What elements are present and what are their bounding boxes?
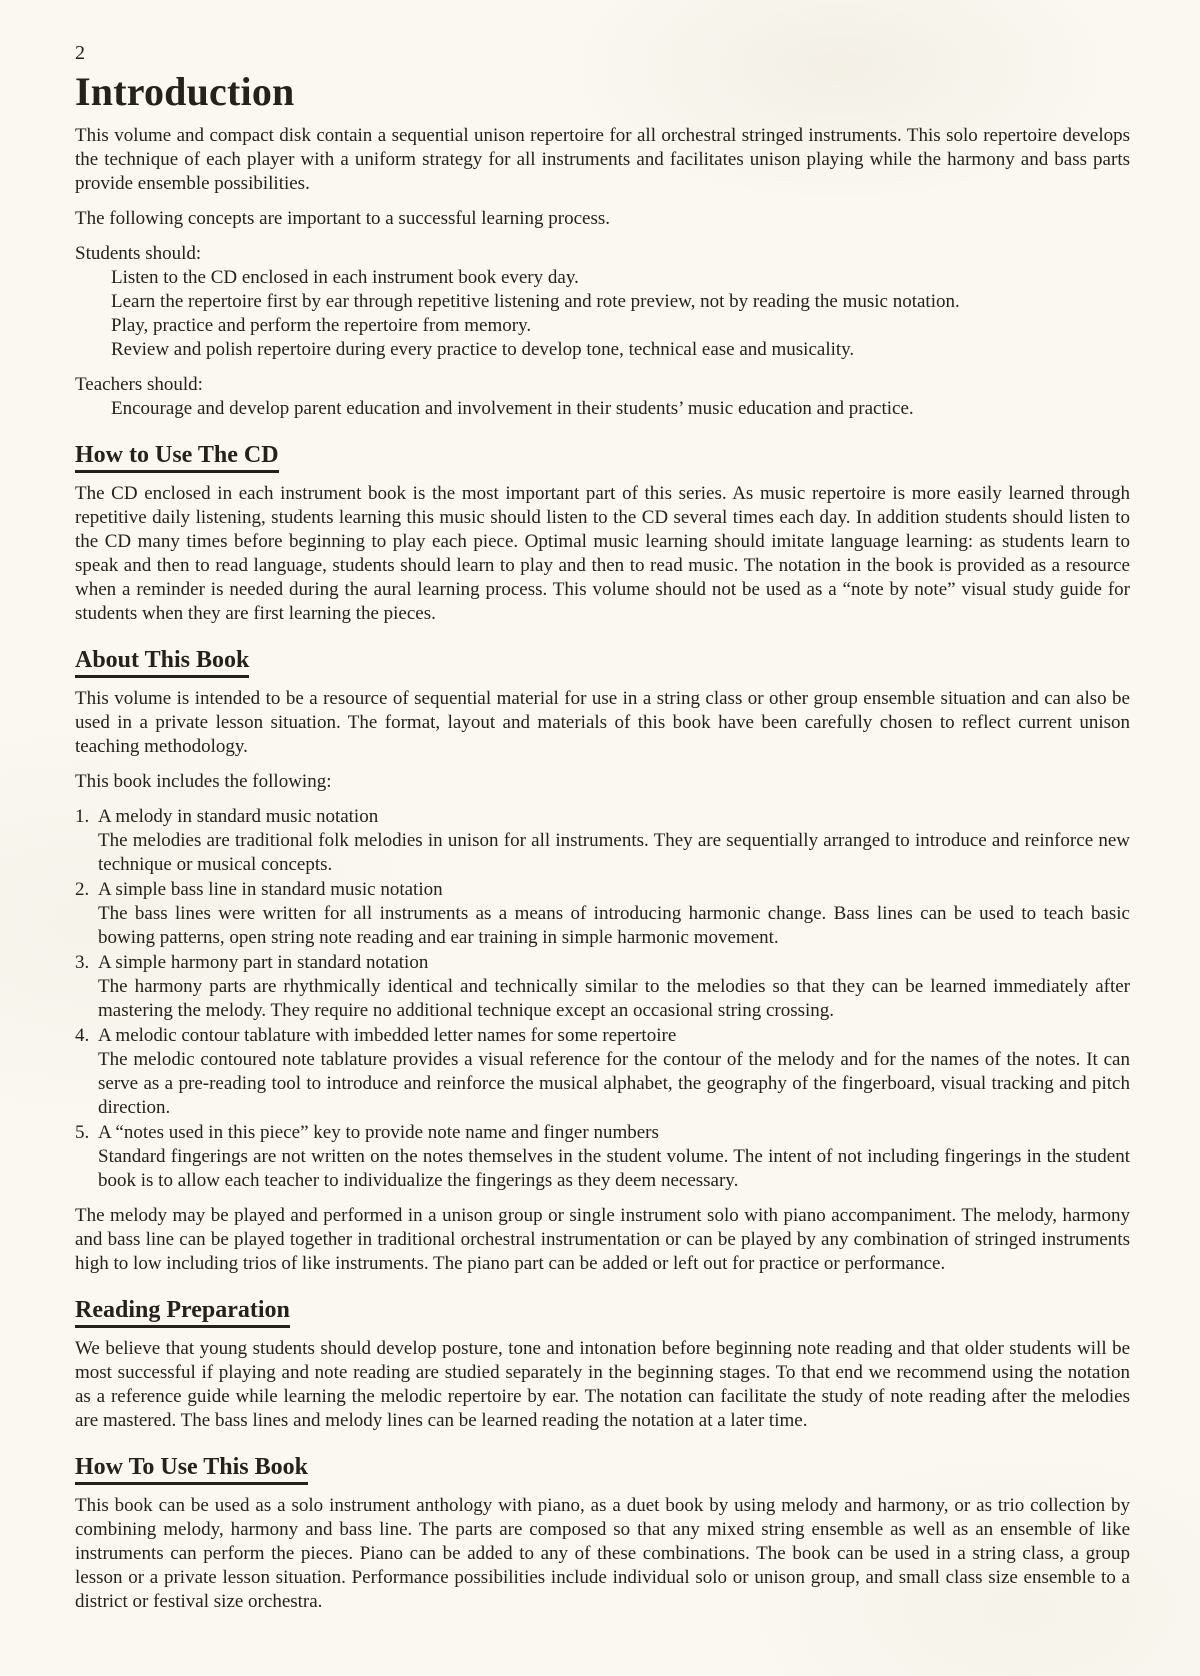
list-item: Listen to the CD enclosed in each instrument book every day.: [111, 267, 579, 288]
item-description: The harmony parts are rhythmically identical and technically similar to the melodies so that they can be learned immediately after mastering the melody. They require no additional technique except an occasional string crossing.: [98, 976, 1130, 1021]
section-heading-about-this-book: About This Book: [75, 647, 1130, 678]
list-item: Review and polish repertoire during every practice to develop tone, technical ease and musicality.: [111, 339, 855, 360]
howto-section-paragraph: This book can be used as a solo instrument anthology with piano, as a duet book by using melody and harmony, or as trio collection by combining melody, harmony and bass line. The parts are composed so that any mixed string ensemble as well as an ensemble of like instruments can perform the pieces. Piano can be added to any of these combinations. The book can be used in a string class, a group lesson or a private lesson situation. Performance possibilities include individual solo or unison group, and small class size ensemble to a district or festival size orchestra.: [75, 1495, 1130, 1612]
students-should-list: [75, 242, 1130, 362]
item-title: A melody in standard music notation: [98, 806, 379, 827]
concepts-line: The following concepts are important to a successful learning process.: [75, 208, 610, 229]
reading-section-paragraph: We believe that young students should develop posture, tone and intonation before beginning note reading and that older students will be most successful if playing and note reading are studied separately in the beginning stages. To that end we recommend using the notation as a reference guide while learning the melodic repertoire by ear. The notation can facilitate the study of note reading after the melodies are mastered. The bass lines and melody lines can be learned reading the notation at a later time.: [75, 1338, 1130, 1431]
item-number: 4.: [75, 1025, 90, 1046]
item-number: 3.: [75, 952, 90, 973]
includes-label: This book includes the following:: [75, 771, 332, 792]
section-heading-how-to-use-the-cd: How to Use The CD: [75, 442, 1130, 473]
item-title: A simple harmony part in standard notation: [98, 952, 429, 973]
section-heading-reading-preparation: Reading Preparation: [75, 1297, 1130, 1328]
teachers-should-list: [75, 373, 1130, 421]
teachers-should-label: Teachers should:: [75, 374, 203, 395]
item-title: A melodic contour tablature with imbedded letter names for some repertoire: [98, 1025, 677, 1046]
intro-paragraph: This volume and compact disk contain a sequential unison repertoire for all orchestral stringed instruments. This solo repertoire develops the technique of each player with a uniform strategy for all instruments and facilitates unison playing while the harmony and bass parts provide ensemble possibilities.: [75, 125, 1130, 194]
students-should-label: Students should:: [75, 243, 202, 264]
list-item: Encourage and develop parent education and involvement in their students’ music education and practice.: [111, 398, 914, 419]
about-section-paragraph: This volume is intended to be a resource of sequential material for use in a string class or other group ensemble situation and can also be used in a private lesson situation. The format, layout and materials of this book have been carefully chosen to reflect current unison teaching methodology.: [75, 688, 1130, 757]
numbered-list-item: [75, 805, 1130, 877]
page-number: 2: [75, 42, 85, 64]
item-number: 2.: [75, 879, 90, 900]
item-description: Standard fingerings are not written on the notes themselves in the student volume. The intent of not including fingerings in the student book is to allow each teacher to individualize the fingerings as they deem necessary.: [98, 1146, 1130, 1191]
page-title: Introduction: [75, 69, 295, 114]
list-item: Play, practice and perform the repertoire from memory.: [111, 315, 532, 336]
about-section-closing-paragraph: The melody may be played and performed in a unison group or single instrument solo with piano accompaniment. The melody, harmony and bass line can be played together in traditional orchestral instrumentation or can be played by any combination of stringed instruments high to low including trios of like instruments. The piano part can be added or left out for practice or performance.: [75, 1205, 1130, 1274]
book-contents-list: [75, 805, 1130, 1193]
item-description: The melodic contoured note tablature provides a visual reference for the contour of the melody and for the names of the notes. It can serve as a pre-reading tool to introduce and reinforce the musical alphabet, the geography of the fingerboard, visual tracking and pitch direction.: [98, 1049, 1130, 1118]
numbered-list-item: [75, 1121, 1130, 1193]
item-title: A simple bass line in standard music notation: [98, 879, 443, 900]
list-item: Learn the repertoire first by ear through repetitive listening and rote preview, not by reading the music notation.: [111, 291, 960, 312]
item-description: The melodies are traditional folk melodies in unison for all instruments. They are sequentially arranged to introduce and reinforce new technique or musical concepts.: [98, 830, 1130, 875]
numbered-list-item: [75, 951, 1130, 1023]
numbered-list-item: [75, 1024, 1130, 1120]
item-number: 1.: [75, 806, 90, 827]
numbered-list-item: [75, 878, 1130, 950]
section-heading-how-to-use-this-book: How To Use This Book: [75, 1454, 1130, 1485]
cd-section-paragraph: The CD enclosed in each instrument book is the most important part of this series. As music repertoire is more easily learned through repetitive daily listening, students learning this music should listen to the CD several times each day. In addition students should listen to the CD many times before beginning to play each piece. Optimal music learning should imitate language learning: as students learn to speak and then to read language, students should learn to play and then to read music. The notation in the book is provided as a resource when a reminder is needed during the aural learning process. This volume should not be used as a “note by note” visual study guide for students when they are first learning the pieces.: [75, 483, 1130, 624]
item-description: The bass lines were written for all instruments as a means of introducing harmonic change. Bass lines can be used to teach basic bowing patterns, open string note reading and ear training in simple harmonic movement.: [98, 903, 1130, 948]
item-title: A “notes used in this piece” key to provide note name and finger numbers: [98, 1122, 659, 1143]
item-number: 5.: [75, 1122, 90, 1143]
